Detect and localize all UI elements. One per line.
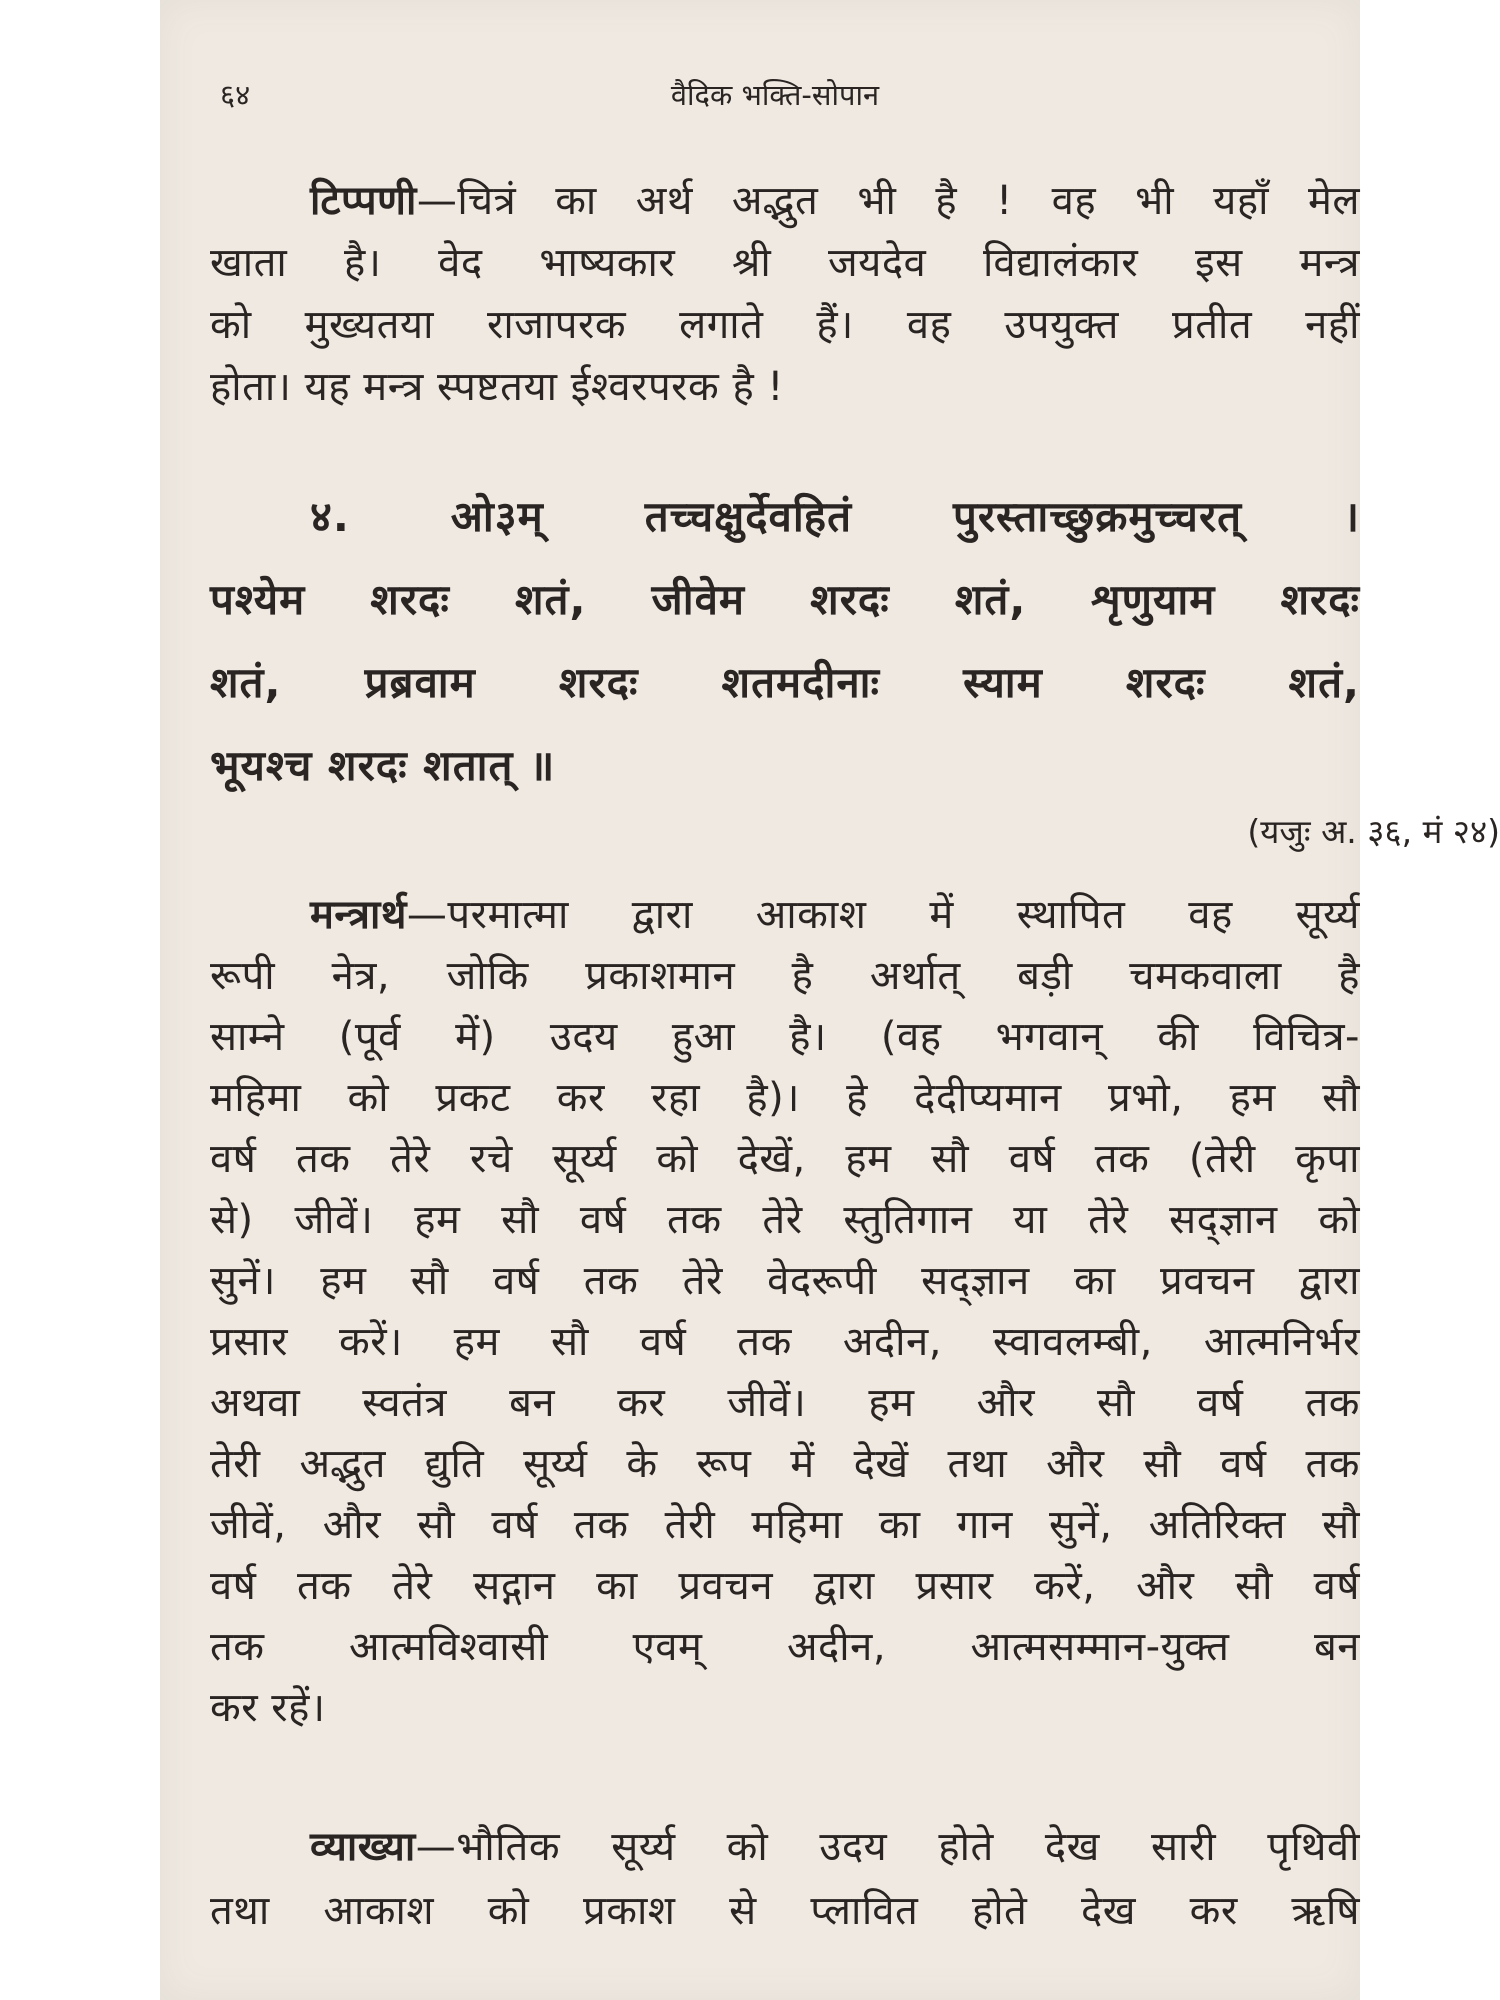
note-paragraph [210, 170, 1360, 418]
vyakhya-line-1: —भौतिक सूर्य्य को उदय होते देख सारी पृथिवी [415, 1824, 1360, 1870]
meaning-line-6: से) जीवें। हम सौ वर्ष तक तेरे स्तुतिगान या तेरे सद्ज्ञान को [210, 1197, 1360, 1243]
mantra-line-3: शतं, प्रब्रवाम शरदः शतमदीनाः स्याम शरदः शतं, [210, 658, 1360, 707]
note-line-3: को मुख्यतया राजापरक लगाते हैं। वह उपयुक्त प्रतीत नहीं [210, 302, 1360, 348]
meaning-line-5: वर्ष तक तेरे रचे सूर्य्य को देखें, हम सौ वर्ष तक (तेरी कृपा [210, 1136, 1360, 1182]
meaning-paragraph [210, 885, 1360, 1739]
vyakhya-paragraph [210, 1815, 1360, 1943]
meaning-label: मन्त्रार्थ [310, 892, 407, 938]
vyakhya-line-2: तथा आकाश को प्रकाश से प्लावित होते देख कर ऋषि [210, 1888, 1360, 1934]
text-line [210, 1815, 1360, 1879]
meaning-line-4: महिमा को प्रकट कर रहा है)। हे देदीप्यमान प्रभो, हम सौ [210, 1075, 1360, 1121]
meaning-line-1: —परमात्मा द्वारा आकाश में स्थापित वह सूर्य्य [406, 892, 1360, 938]
meaning-line-3: साम्ने (पूर्व में) उदय हुआ है। (वह भगवान् की विचित्र- [210, 1014, 1360, 1060]
meaning-line-8: प्रसार करें। हम सौ वर्ष तक अदीन, स्वावलम्बी, आत्मनिर्भर [210, 1319, 1360, 1365]
text-line [210, 885, 1360, 946]
book-page [160, 0, 1500, 2000]
note-line-2: खाता है। वेद भाष्यकार श्री जयदेव विद्यालंकार इस मन्त्र [210, 240, 1360, 286]
mantra-line-4: भूयश्च शरदः शतात् ॥ [210, 741, 556, 790]
meaning-line-13: तक आत्मविश्वासी एवम् अदीन, आत्मसम्मान-युक्त बन [210, 1624, 1360, 1670]
page-header [210, 75, 1340, 125]
running-title: वैदिक भक्ति-सोपान [670, 78, 880, 112]
note-label: टिप्पणी [310, 178, 417, 224]
mantra-line-2: पश्येम शरदः शतं, जीवेम शरदः शतं, शृणुयाम शरदः [210, 575, 1360, 624]
mantra-citation: (यजुः अ. ३६, मं २४) [1247, 812, 1500, 851]
mantra-line-1: ४. ओ३म् तच्चक्षुर्देवहितं पुरस्ताच्छुक्रमुच्चरत् । [310, 492, 1360, 541]
mantra-verse [210, 475, 1360, 807]
meaning-line-12: वर्ष तक तेरे सद्गान का प्रवचन द्वारा प्रसार करें, और सौ वर्ष [210, 1563, 1360, 1609]
note-line-4: होता। यह मन्त्र स्पष्टतया ईश्वरपरक है ! [210, 364, 784, 410]
vyakhya-label: व्याख्या [310, 1824, 416, 1870]
meaning-line-14: कर रहें। [210, 1685, 326, 1731]
page-number: ६४ [220, 78, 251, 112]
meaning-line-9: अथवा स्वतंत्र बन कर जीवें। हम और सौ वर्ष तक [210, 1380, 1360, 1426]
meaning-line-11: जीवें, और सौ वर्ष तक तेरी महिमा का गान सुनें, अतिरिक्त सौ [210, 1502, 1360, 1548]
meaning-line-10: तेरी अद्भुत द्युति सूर्य्य के रूप में देखें तथा और सौ वर्ष तक [210, 1441, 1360, 1487]
text-line [210, 170, 1360, 232]
note-line-1: —चित्रं का अर्थ अद्भुत भी है ! वह भी यहाँ मेल [416, 178, 1360, 224]
meaning-line-7: सुनें। हम सौ वर्ष तक तेरे वेदरूपी सद्ज्ञान का प्रवचन द्वारा [210, 1258, 1360, 1304]
meaning-line-2: रूपी नेत्र, जोकि प्रकाशमान है अर्थात् बड़ी चमकवाला है [210, 953, 1360, 999]
